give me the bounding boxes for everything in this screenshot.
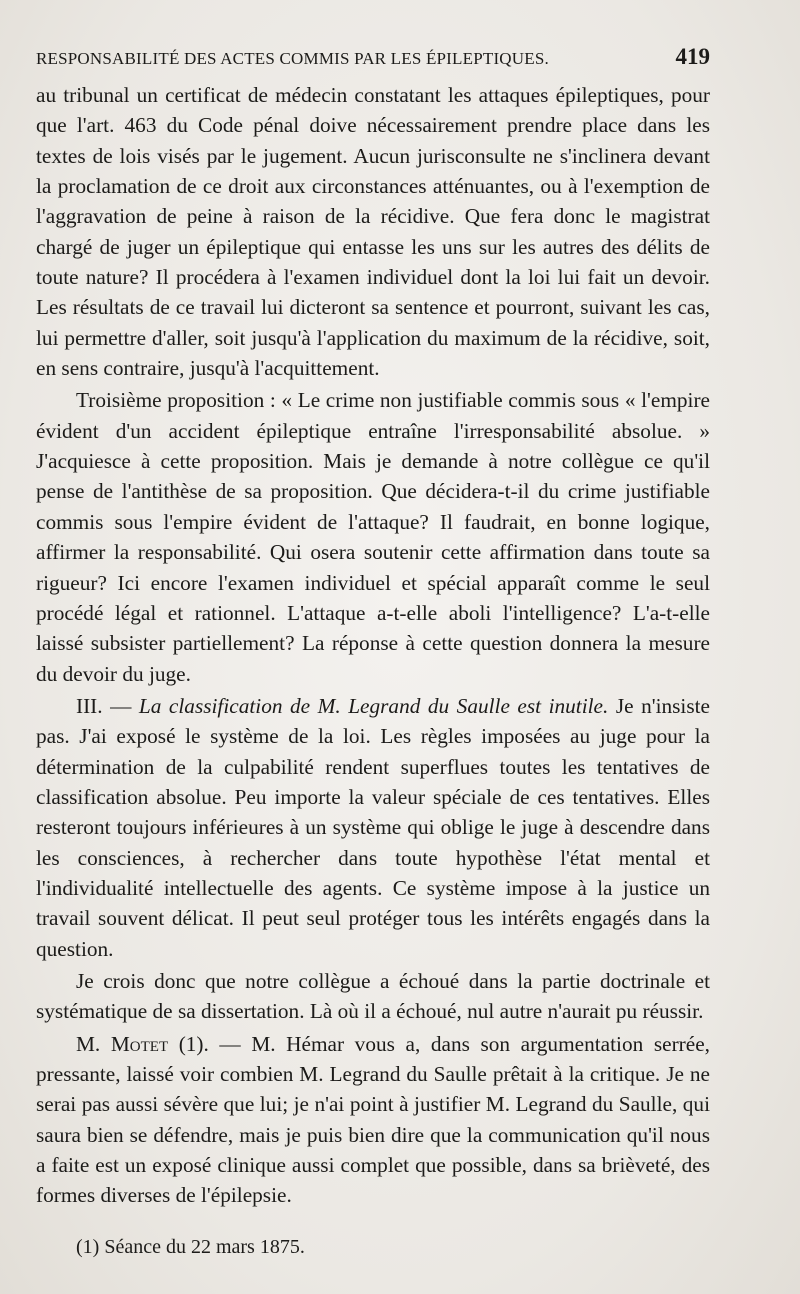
motet-text: M. Hémar vous a, dans son argumentation serrée, pressante, laissé voir combien M. Legrand du Saulle prêtait à la critique. Je ne serai pas aussi sévère que lui; je n'ai point à justifier M. Legrand du Saulle, qui saura bien se défendre, mais je puis bien dire que la communication qu'il nous a faite est un exposé clinique aussi complet que possible, dans sa brièveté, des formes diverses de l'épilepsie. (36, 1031, 710, 1208)
page-number: 419 (675, 44, 710, 69)
paragraph-section-iii (36, 691, 710, 964)
body-text (36, 80, 710, 1211)
section-heading: La classification de M. Legrand du Saulle est inutile. (138, 693, 609, 718)
section-text: Je n'insiste pas. J'ai exposé le système de la loi. Les règles imposées au juge pour la détermination de la culpabilité rendent superflues toutes les tentatives de classification absolue. Peu importe la valeur spéciale de ces tentatives. Elles resteront toujours inférieures à un système qui oblige le juge à descendre dans les consciences, à rechercher dans toute hypothèse l'état mental et l'individualité intellectuelle des agents. Ce système impose à la justice un travail souvent délicat. Il peut seul protéger tous les intérêts engagés dans la question. (36, 693, 710, 961)
section-number: III. — (76, 693, 139, 718)
footnote-reference: (1). — (168, 1031, 252, 1056)
paragraph-continuation: au tribunal un certificat de médecin constatant les attaques épileptiques, pour que l'art. 463 du Code pénal doive nécessairement prendre place dans les textes de lois visés par le jugement. Aucun jurisconsulte ne s'inclinera devant la proclamation de ce droit aux circonstances atténuantes, ou à l'exemption de l'aggravation de peine à raison de la récidive. Que fera donc le magistrat chargé de juger un épileptique qui entasse les uns sur les autres des délits de toute nature? Il procédera à l'examen individuel dont la loi lui fait un devoir. Les résultats de ce travail lui dicteront sa sentence et pourront, suivant les cas, lui permettre d'aller, soit jusqu'à l'application du maximum de la récidive, soit, en sens contraire, jusqu'à l'acquittement. (36, 83, 710, 381)
paragraph-conclusion: Je crois donc que notre collègue a échoué dans la partie doctrinale et systématique de sa dissertation. Là où il a échoué, nul autre n'aurait pu réussir. (36, 968, 710, 1024)
speaker-name: Motet (110, 1031, 169, 1056)
speaker-prefix: M. (76, 1031, 111, 1056)
running-title: RESPONSABILITÉ DES ACTES COMMIS PAR LES ÉPILEPTIQUES. (36, 49, 549, 68)
paragraph-motet (36, 1029, 710, 1211)
paragraph-third-proposition: Troisième proposition : « Le crime non justifiable commis sous « l'empire évident d'un accident épileptique entraîne l'irresponsabilité absolue. » J'acquiesce à cette proposition. Mais je demande à notre collègue ce qu'il pense de l'antithèse de sa proposition. Que décidera-t-il du crime justifiable commis sous l'empire évident de l'attaque? Il faudrait, en bonne logique, affirmer la responsabilité. Qui osera soutenir cette affirmation dans toute sa rigueur? Ici encore l'examen individuel et spécial apparaît comme le seul procédé légal et rationnel. L'attaque a-t-elle aboli l'intelligence? L'a-t-elle laissé subsister partiellement? La réponse à cette question donnera la mesure du devoir du juge. (36, 388, 710, 686)
footnote: (1) Séance du 22 mars 1875. (76, 1236, 305, 1258)
page-header (36, 44, 710, 70)
